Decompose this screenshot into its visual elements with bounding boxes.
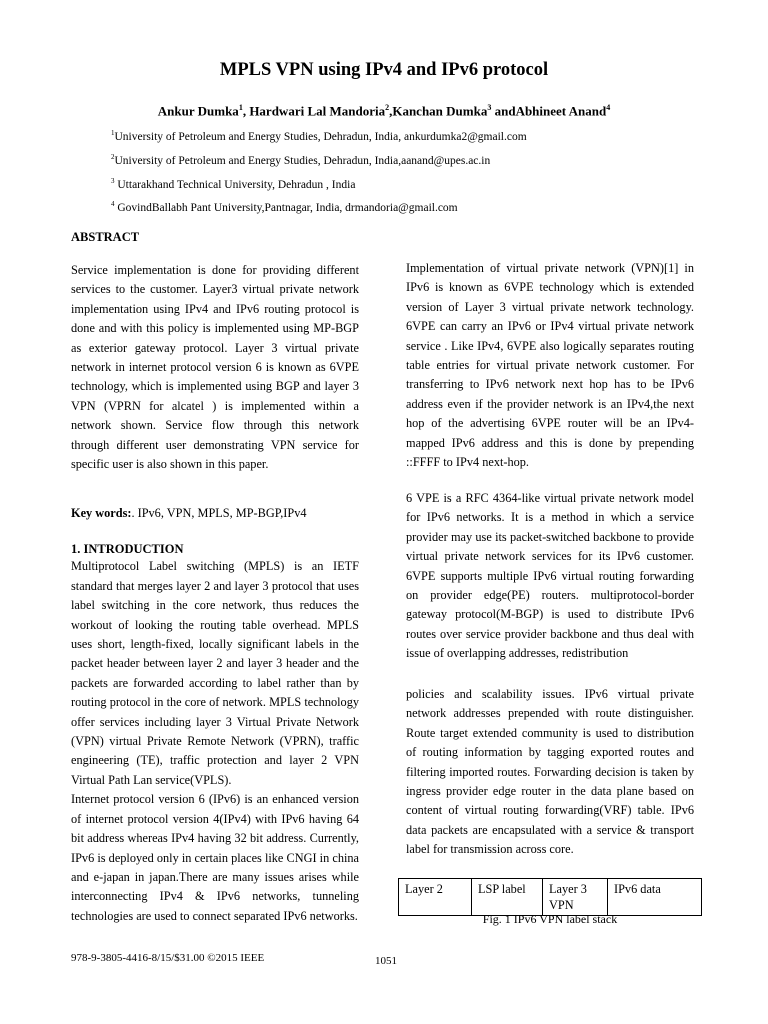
page-number: 1051	[375, 955, 397, 967]
author-sup: 4	[606, 103, 611, 112]
author-name: Hardwari Lal Mandoria	[249, 103, 386, 119]
right-paragraph-1-block	[406, 259, 694, 472]
footer-isbn: 978-9-3805-4416-8/15/$31.00 ©2015 IEEE	[71, 952, 265, 964]
keywords-label: Key words:	[71, 506, 132, 520]
table-cell: Layer 3 VPN	[543, 879, 608, 916]
author-name: Ankur Dumka	[157, 103, 239, 119]
abstract-heading-block	[71, 228, 359, 247]
affiliation-text: University of Petroleum and Energy Studies, Dehradun, India,aanand@upes.ac.in	[114, 154, 491, 167]
keywords-block	[71, 504, 359, 523]
body-paragraph: 6 VPE is a RFC 4364-like virtual private network model for IPv6 networks. It is a method in which a service provider may use its packet-switched backbone to provide virtual private network services for its IPv6 customer. 6VPE supports multiple IPv6 virtual routing forwarding on provider edge(PE) routers. multiprotocol-border gateway protocol(M-BGP) is used to distribute IPv6 routes over service provider backbone and thus deal with issue of overlapping addresses, redistribution	[406, 491, 694, 661]
abstract-text: Service implementation is done for providing different services to the customer. Layer3 virtual private network implementation using IPv4 and IPv6 routing protocol is done and with this policy is implemented using MP-BGP as exterior gateway protocol. Layer 3 virtual private network in internet protocol version 6 is known as 6VPE technology, which is implemented using BGP and layer 3 VPN (VPRN for alcatel ) is implemented within a network shown. Service flow through this network through different user demonstrating VPN service for specific user is also shown in this paper.	[71, 263, 359, 472]
right-paragraph-2-block	[406, 489, 694, 664]
introduction-paragraph: Internet protocol version 6 (IPv6) is an enhanced version of internet protocol version 4(IPv4) with IPv6 having 64 bit address whereas IPv4 having 32 bit address. Currently, IPv6 is deployed only in certain places like CNGI in china and e-japan in japan.There are many issues arises while interconnecting IPv4 & IPv6 networks, tunneling technologies are used to connect separated IPv6 networks.	[71, 792, 359, 923]
table-cell: LSP label	[472, 879, 543, 916]
body-paragraph: policies and scalability issues. IPv6 virtual private network addresses prepended with route distinguisher. Route target extended community is used to distribution of routing information by tagging exported routes and filtering imported routes. Forwarding decision is taken by ingress provider edge router in the data plane based on content of virtual routing forwarding(VRF) table. IPv6 data packets are encapsulated with a service & transport label for transmission across core.	[406, 687, 694, 857]
affiliation-sup: 2	[111, 152, 115, 161]
introduction-paragraph: Multiprotocol Label switching (MPLS) is an IETF standard that merges layer 2 and layer 3 protocol that uses label switching in the core network, thus reduces the workout of looking the routing table overhead. MPLS uses short, length-fixed, locally significant labels in the packet header between layer 2 and layer 3 header and the packets are forwarded according to label rather than by routing protocol in the core of network. MPLS technology offer services including layer 3 Virtual Private Network (VPN) virtual Private Remote Network (VPRN), traffic engineering (TE), traffic protection and layer 2 VPN Virtual Path Lan service(VPLS).	[71, 559, 359, 787]
author-list	[0, 103, 768, 119]
paper-title: MPLS VPN using IPv4 and IPv6 protocol	[219, 60, 549, 80]
introduction-block	[71, 540, 359, 926]
affiliation-sup: 1	[111, 129, 115, 137]
keywords-text: . IPv6, VPN, MPLS, MP-BGP,IPv4	[131, 506, 307, 520]
abstract-heading: ABSTRACT	[71, 230, 140, 244]
author-sep: ,	[242, 103, 250, 119]
affiliation-text: GovindBallabh Pant University,Pantnagar, India, drmandoria@gmail.com	[114, 202, 458, 215]
affiliation	[111, 123, 671, 147]
author-name: Abhineet Anand	[515, 103, 607, 119]
table-row	[399, 879, 702, 916]
body-paragraph: Implementation of virtual private network (VPN)[1] in IPv6 is known as 6VPE technology which is extended version of Layer 3 virtual private network technology. 6VPE can carry an IPv6 or IPv4 virtual private network service . Like IPv4, 6VPE also logically separates routing table entries for virtual private network customer. For transferring to IPv6 network next hop has to be IPv6 address even if the provider network is an IPv4,the next hop of the advertising 6VPE router will be an IPv4-mapped IPv6 address and this is done by prepending ::FFFF to IPv4 next-hop.	[406, 261, 694, 470]
affiliation	[111, 147, 671, 171]
affiliation-sup: 3	[111, 176, 115, 185]
table-cell: IPv6 data	[608, 879, 702, 916]
author-sup: 3	[487, 103, 492, 112]
affiliation-text: Uttarakhand Technical University, Dehradun , India	[114, 178, 356, 191]
table-cell: Layer 2	[399, 879, 472, 916]
affiliation-list	[111, 123, 671, 218]
affiliation	[111, 194, 671, 218]
introduction-heading: 1. INTRODUCTION	[71, 542, 184, 556]
author-sep: ,	[389, 103, 393, 119]
author-name: Kanchan Dumka	[392, 103, 488, 119]
figure-caption: Fig. 1 IPv6 VPN label stack	[482, 912, 618, 926]
affiliation-sup: 4	[111, 200, 115, 209]
author-sep: and	[491, 103, 516, 119]
right-paragraph-3-block	[406, 685, 694, 860]
affiliation-text: University of Petroleum and Energy Studies, Dehradun, India, ankurdumka2@gmail.com	[114, 130, 527, 143]
author-sup: 1	[238, 103, 243, 112]
abstract-block	[71, 261, 359, 474]
affiliation	[111, 171, 671, 195]
label-stack-table	[398, 878, 702, 916]
author-sup: 2	[385, 103, 390, 112]
